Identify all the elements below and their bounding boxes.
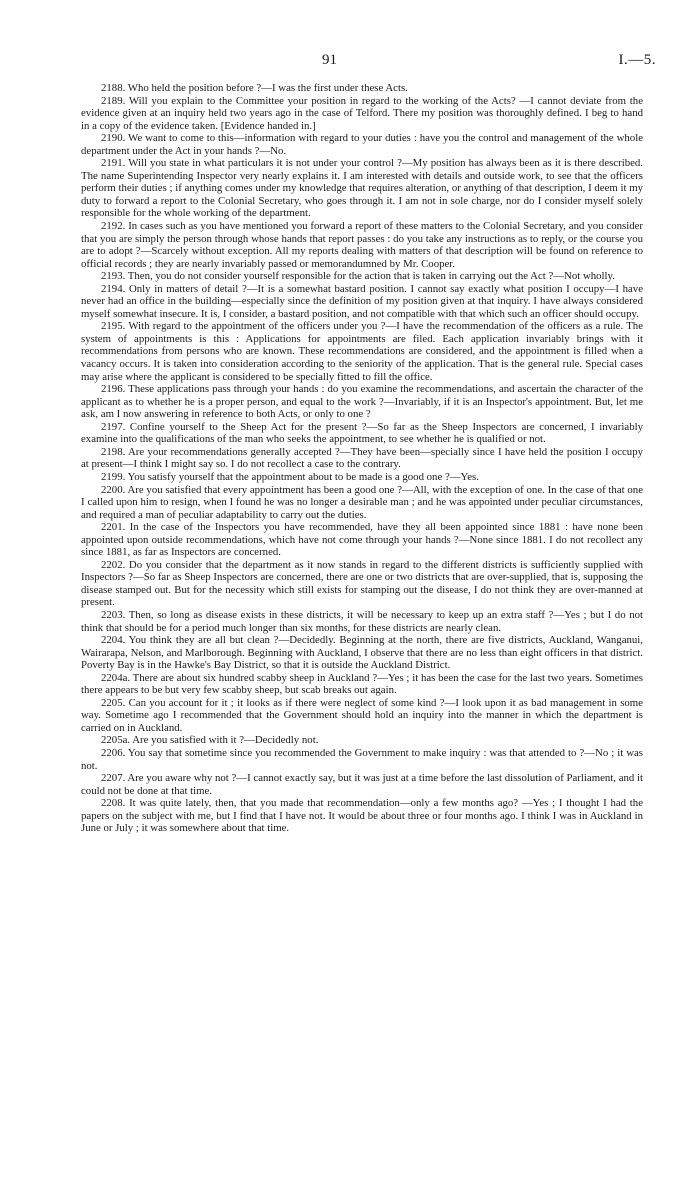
paragraph-2191: 2191. Will you state in what particulars it is not under your control ?—My position has always been as it is there described. The name Superintending Inspector very nearly explains it. I am interested with details and outside work, to see that the officers perform their duties ; if anything comes under my knowledge that requires alteration, or anything of that description, I deem it my duty to forward a report to the Colonial Secretary, who goes through it. I am not in sole charge, nor do I consider myself solely responsible for the whole working of the department. <box>81 157 643 220</box>
paragraph-2208: 2208. It was quite lately, then, that you made that recommendation—only a few months ago? —Yes ; I thought I had the papers on the subject with me, but I find that I have not. It would be about three or four months ago. I think I was in Auckland in June or July ; it was somewhere about that time. <box>81 797 643 835</box>
paragraph-2199: 2199. You satisfy yourself that the appointment about to be made is a good one ?—Yes. <box>101 470 479 483</box>
paragraph-2205a: 2205a. Are you satisfied with it ?—Decidedly not. <box>101 734 319 747</box>
page-number: 91 <box>322 52 337 68</box>
paragraph-2192: 2192. In cases such as you have mentioned you forward a report of these matters to the Colonial Secretary, and you consider that you are simply the person through whose hands that report passes : do you take any instructions as to reply, or the course you are to adopt ?—Scarcely without exception. All my reports dealing with matters of that description will be found on reference to official records ; they are nearly invariably passed or memorandumned by Mr. Cooper. <box>81 220 643 270</box>
paragraph-2193: 2193. Then, you do not consider yourself responsible for the action that is taken in carrying out the Act ?—Not wholly. <box>101 270 615 283</box>
evidence-text <box>81 82 643 835</box>
paragraph-2207: 2207. Are you aware why not ?—I cannot exactly say, but it was just at a time before the last dissolution of Parliament, and it could not be done at that time. <box>81 772 643 797</box>
paragraph-2202: 2202. Do you consider that the department as it now stands in regard to the different districts is sufficiently supplied with Inspectors ?—So far as Sheep Inspectors are concerned, there are one or two districts that are over-supplied, that is, supposing the disease stamped out. But for the necessity which still exists for stamping out the disease, I do not think they are over-manned at present. <box>81 558 643 609</box>
paragraph-2197: 2197. Confine yourself to the Sheep Act for the present ?—So far as the Sheep Inspectors are concerned, I invariably examine into the qualifications of the man who seeks the appointment, to see whether he is qualified or not. <box>81 420 643 446</box>
paragraph-2189: 2189. Will you explain to the Committee your position in regard to the working of the Acts? —I cannot deviate from the evidence given at an inquiry held two years ago in the case of Telford. There my position was thoroughly defined. I beg to hand in a copy of the evidence taken. [Evidence handed in.] <box>81 94 643 132</box>
paragraph-2204: 2204. You think they are all but clean ?—Decidedly. Beginning at the north, there are five districts, Auckland, Wanganui, Wairarapa, Nelson, and Marlborough. Beginning with Auckland, I observe that there are no less than eight officers in that district. Poverty Bay is in the Hawke's Bay District, so that it is outside the Auckland District. <box>81 634 643 672</box>
paragraph-2201: 2201. In the case of the Inspectors you have recommended, have they all been appointed since 1881 : have none been appointed upon outside recommendations, which have not come through your hands ?—None since 1881. I do not recollect any since 1881, as far as Inspectors are concerned. <box>81 521 643 559</box>
paragraph-2206: 2206. You say that sometime since you recommended the Government to make inquiry : was that attended to ?—No ; it was not. <box>81 746 643 772</box>
paragraph-2198: 2198. Are your recommendations generally accepted ?—They have been—specially since I have held the position I occupy at present—I think I might say so. I do not recollect a case to the contrary. <box>81 445 643 471</box>
page-header <box>0 52 700 72</box>
paragraph-2203: 2203. Then, so long as disease exists in these districts, it will be necessary to keep up an extra staff ?—Yes ; but I do not think that should be for a period much longer than six months, for these districts are nearly clean. <box>81 608 643 634</box>
paragraph-2194: 2194. Only in matters of detail ?—It is a somewhat bastard position. I cannot say exactly what position I occupy—I have never had an office in the building—especially since the definition of my position given at that inquiry. I have always considered myself somewhat insecure. It is, I consider, a bastard position, and not compatible with that which such an officer should occupy. <box>81 282 643 320</box>
paragraph-2204a: 2204a. There are about six hundred scabby sheep in Auckland ?—Yes ; it has been the case for the last two years. Sometimes there appears to be but very few scabby sheep, but scab breaks out again. <box>81 671 643 697</box>
paragraph-2200: 2200. Are you satisfied that every appointment has been a good one ?—All, with the exception of one. In the case of that one I called upon him to resign, when I found he was no longer a desirable man ; and he was appointed under peculiar circumstances, and required a man of peculiar adaptability to carry out the duties. <box>81 483 643 521</box>
document-reference: I.—5. <box>618 52 656 68</box>
paragraph-2190: 2190. We want to come to this—information with regard to your duties : have you the control and management of the whole department under the Act in your hands ?—No. <box>81 132 643 157</box>
paragraph-2205: 2205. Can you account for it ; it looks as if there were neglect of some kind ?—I look upon it as bad management in some way. Sometime ago I recommended that the Government should hold an inquiry into the manner in which the department is carried on in Auckland. <box>81 696 643 734</box>
paragraph-2196: 2196. These applications pass through your hands : do you examine the recommendations, and ascertain the character of the applicant as to whether he is a proper person, and equal to the work ?—Invariably, if it is an Inspector's appointment. But, let me ask, am I now answering in reference to both Acts, or only to one ? <box>81 383 643 421</box>
paragraph-2195: 2195. With regard to the appointment of the officers under you ?—I have the recommendation of the officers as a rule. The system of appointments is this : Applications for appointments are filed. Each application invariably brings with it recommendations from persons who are known. These recommendations are considered, and the appointment is filled when a vacancy occurs. It is taken into consideration according to the seniority of the application. That is the general rule. Special cases may arise where the applicant is considered to be specially fitted to fill the office. <box>81 320 643 383</box>
paragraph-2188: 2188. Who held the position before ?—I was the first under these Acts. <box>101 82 408 94</box>
